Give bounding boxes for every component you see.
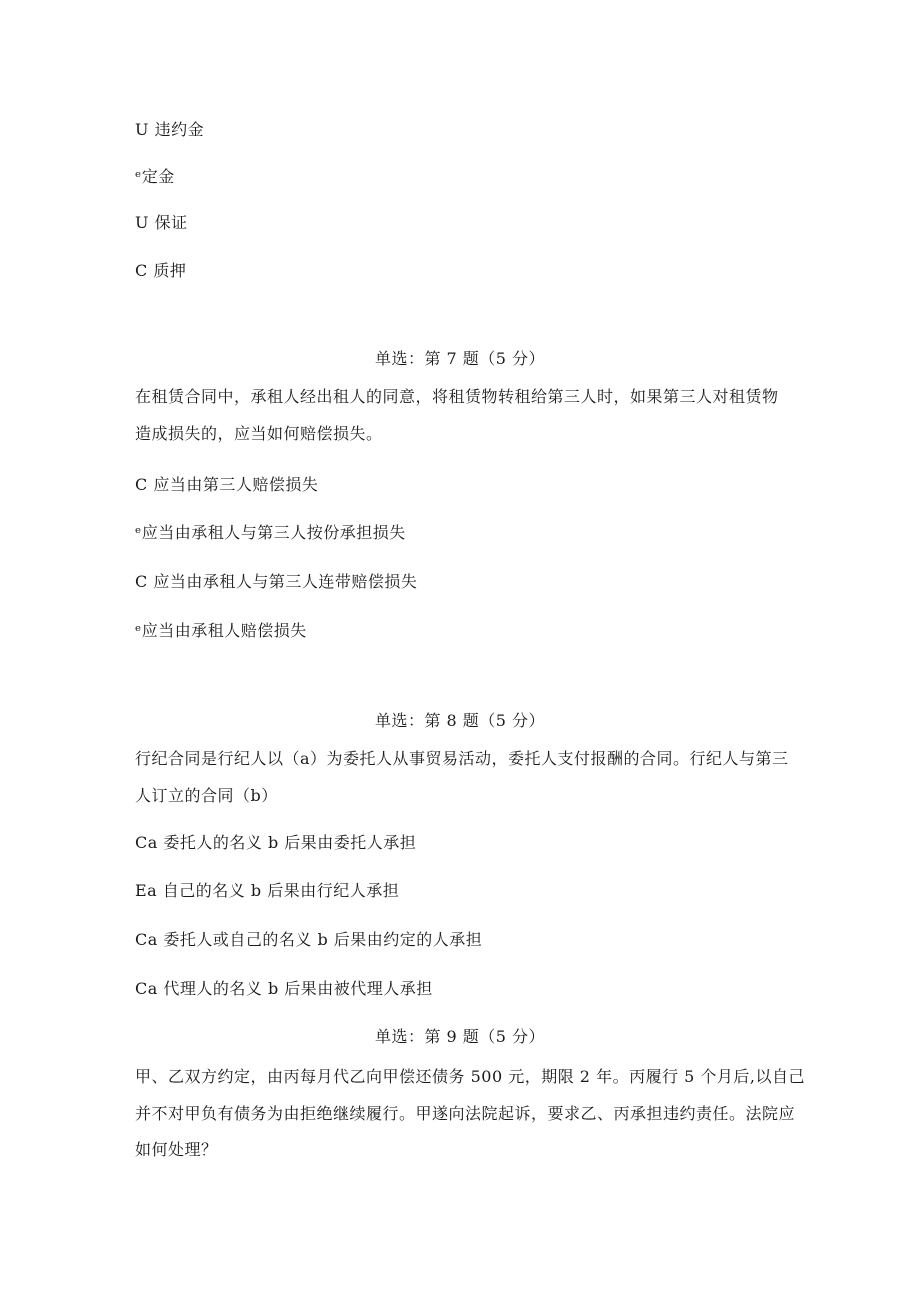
question-stem: 如何处理？ [135,1140,218,1159]
option-radio[interactable]: C 应当由第三人赔偿损失 [135,475,319,494]
option-radio[interactable]: Ca 代理人的名义 b 后果由被代理人承担 [135,979,433,998]
option-radio[interactable]: U 违约金 [135,120,205,139]
question-heading: 单选：第 9 题（5 分） [374,1027,546,1046]
question-stem: 人订立的合同（b） [135,786,278,805]
question-stem: 造成损失的，应当如何赔偿损失。 [135,424,383,443]
option-radio[interactable]: ᵉ定金 [135,167,175,186]
option-radio[interactable]: Ca 委托人的名义 b 后果由委托人承担 [135,833,417,852]
option-radio[interactable]: C 质押 [135,261,187,280]
question-heading: 单选：第 7 题（5 分） [374,349,546,368]
question-stem: 在租赁合同中，承租人经出租人的同意，将租赁物转租给第三人时，如果第三人对租赁物 [135,387,779,406]
question-heading: 单选：第 8 题（5 分） [374,711,546,730]
option-radio[interactable]: C 应当由承租人与第三人连带赔偿损失 [135,572,418,591]
option-radio[interactable]: ᵉ应当由承租人赔偿损失 [135,621,307,640]
question-stem: 行纪合同是行纪人以（a）为委托人从事贸易活动，委托人支付报酬的合同。行纪人与第三 [135,749,789,768]
option-radio[interactable]: U 保证 [135,213,188,232]
option-radio[interactable]: Ca 委托人或自己的名义 b 后果由约定的人承担 [135,930,483,949]
option-radio[interactable]: ᵉ应当由承租人与第三人按份承担损失 [135,523,406,542]
question-stem: 并不对甲负有债务为由拒绝继续履行。甲遂向法院起诉，要求乙、丙承担违约责任。法院应 [135,1104,796,1123]
option-radio[interactable]: Ea 自己的名义 b 后果由行纪人承担 [135,881,400,900]
question-stem: 甲、乙双方约定，由丙每月代乙向甲偿还债务 500 元，期限 2 年。丙履行 5 个月后,以自己 [135,1067,806,1086]
